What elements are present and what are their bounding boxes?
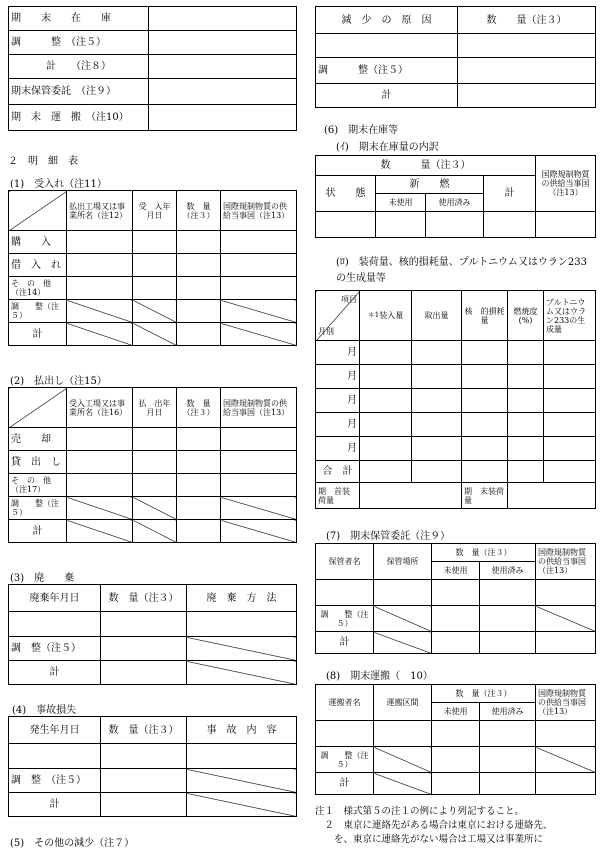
note-line: 注１ 様式第５の注１の例により列記すること。: [315, 806, 525, 817]
accident-table: 発生年月日 数 量（注３） 事 故 内 容 調 整 （注５） 計: [8, 716, 297, 817]
disposal-table: 廃棄年月日 数 量（注３） 廃 棄 方 法 調 整（注５） 計: [8, 584, 297, 685]
row-label: 期 末 在 庫: [9, 7, 149, 31]
section-6-title: (6) 期末在庫等: [324, 125, 399, 136]
receipt-title: (1) 受入れ（注11）: [10, 179, 107, 190]
receipt-table: 払出工場又は事業所名（注12） 受 入年月日 数 量（注３） 国際規制物質の供給当事国（注13） 購 入 借 入 れ そ の 他（注14） 調 整（注５） 計: [8, 190, 297, 346]
notes: [315, 805, 600, 847]
section-6b-title: (ﾛ) 装荷量、核的損耗量、プルトニウム又はウラン233の生成量等: [336, 257, 587, 284]
transport-table: 運搬者名 運搬区間 数 量（注３） 国際規制物質の供給当事国（注13） 未使用 使用済み 調 整（注５） 計: [315, 684, 596, 795]
row-label: 期 末 運 搬 （注10）: [9, 105, 149, 131]
summary-table: [8, 6, 297, 131]
loading-table: 項目 月別 ＊1装入量 取出量 核 的損耗量 燃焼度(%) プルトニウム又はウラン233の生成量 月 月 月 月 月 合 計 期 首装荷量 期 末装荷量: [315, 290, 596, 509]
disposal-title: (3) 廃 棄: [10, 573, 75, 584]
storage-title: (7) 期末保管委託（注９）: [326, 531, 451, 542]
row-label: 期末保管委託 （注９）: [9, 79, 149, 105]
storage-table: 保管者名 保管場所 数 量（注３） 国際規制物質の供給当事国（注13） 未使用 使用済み 調 整（注５） 計: [315, 543, 596, 654]
inventory-table: 数 量（注３） 国際規制物質の供給当事国（注13） 状 態 新 燃 計 未使用 使用済み: [315, 155, 596, 238]
section-6a-title: (ｲ) 期末在庫量の内訳: [336, 142, 439, 153]
note-line: ２ 東京に連絡先がある場合は東京における連絡先、: [315, 820, 553, 831]
row-label: 計 （注８）: [9, 55, 149, 79]
row-label: 調 整 （注５）: [9, 31, 149, 55]
transport-title: (8) 期末運搬（ 10）: [326, 671, 433, 682]
section-2-title: ２ 明 細 表: [8, 156, 78, 167]
note-line: を、東京に連絡先がない場合は工場又は事業所に: [315, 834, 544, 845]
accident-title: (4) 事故損失: [12, 705, 77, 716]
reduction-table: 減 少 の 原 因 数 量（注３） 調 整（注５） 計: [315, 6, 596, 108]
section-5-title: (5) その他の減少（注７）: [10, 838, 135, 849]
dispatch-table: 受入工場又は事業所名（注16） 払 出年月日 数 量（注３） 国際規制物質の供給当事国（注13） 売 却 貸 出 し そ の 他（注17） 調 整（注５） 計: [8, 387, 297, 543]
dispatch-title: (2) 払出し（注15）: [10, 376, 107, 387]
